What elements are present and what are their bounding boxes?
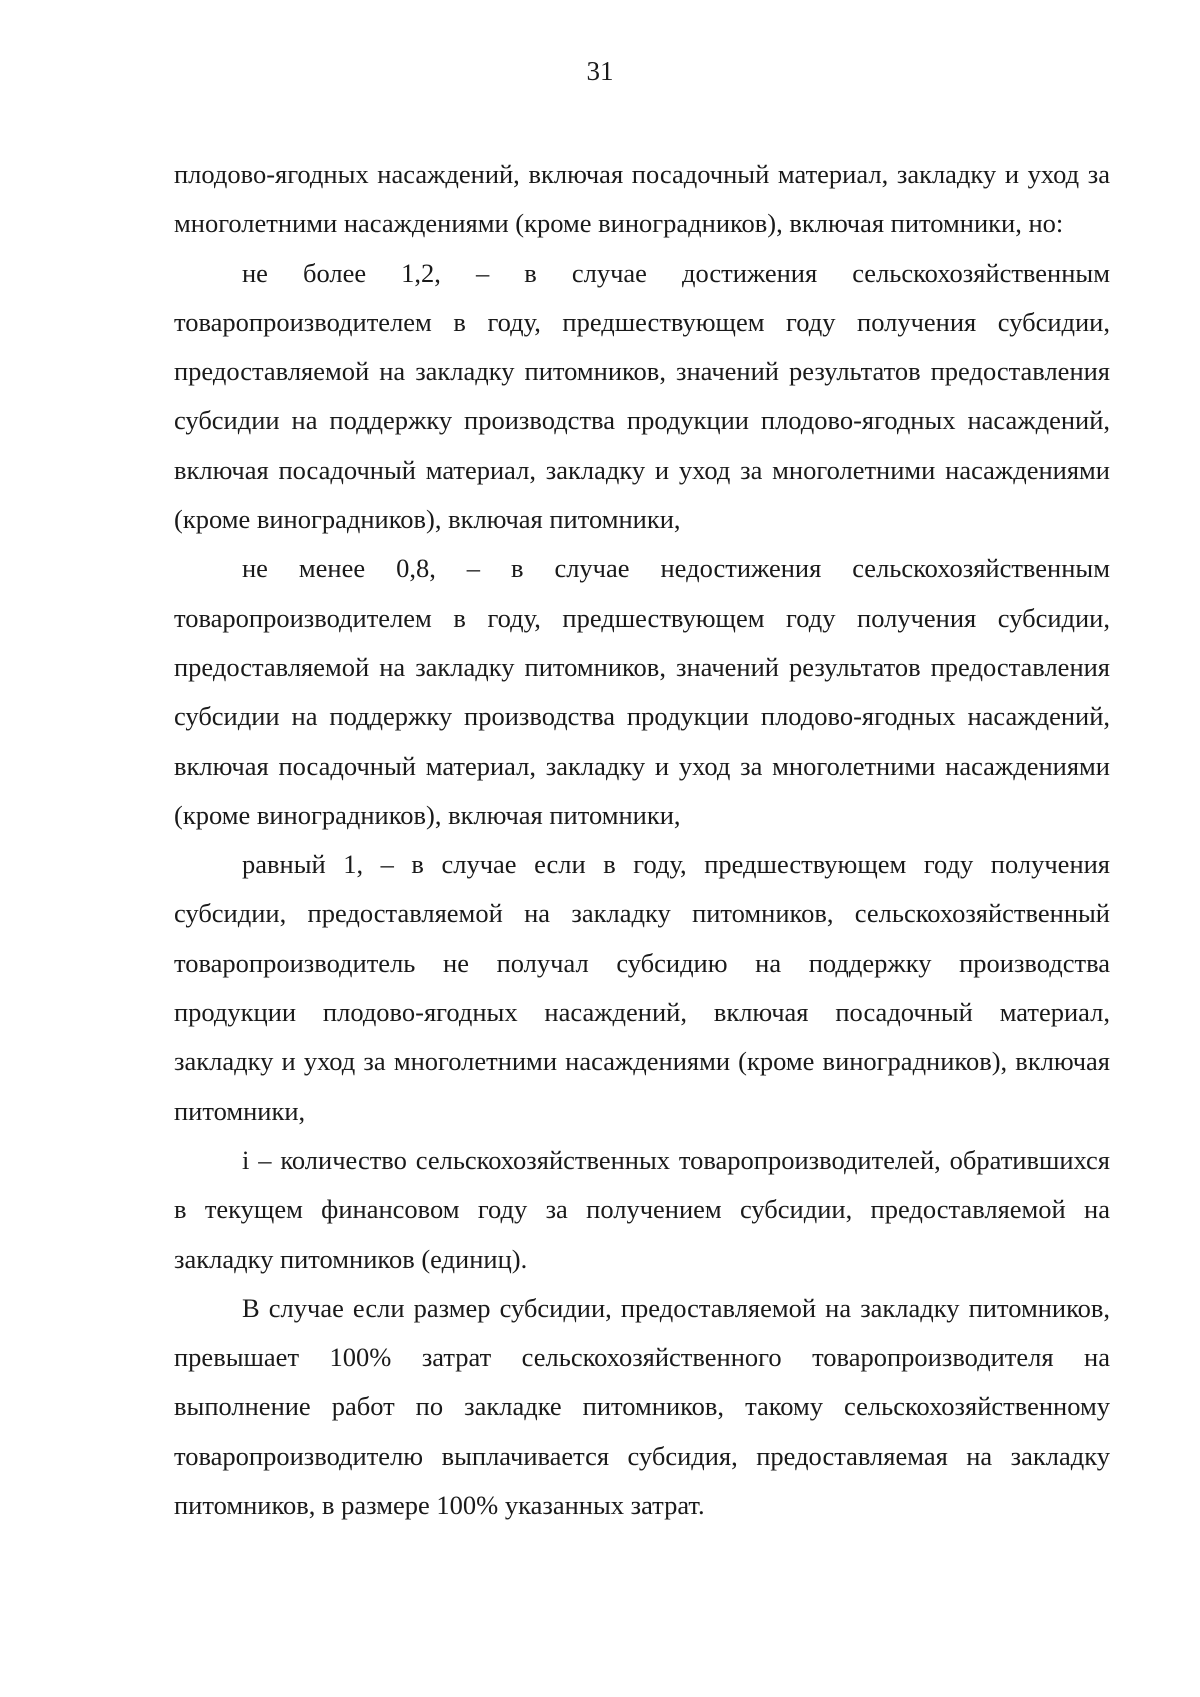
- paragraph-equal-coefficient: равный 1, – в случае если в году, предшествующем году получения субсидии, предоставляемой на закладку питомников, сельскохозяйственный товаропроизводитель не получал субсидию на поддержку производства продукции плодово-ягодных насаждений, включая посадочный материал, закладку и уход за многолетними насаждениями (кроме виноградников), включая питомники,: [174, 849, 1110, 1126]
- paragraph-i-definition: i – количество сельскохозяйственных товаропроизводителей, обратившихся в текущем финансовом году за получением субсидии, предоставляемой на закладку питомников (единиц).: [174, 1144, 1110, 1274]
- paragraph-continuation: плодово-ягодных насаждений, включая посадочный материал, закладку и уход за многолетними насаждениями (кроме виноградников), включая питомники, но:: [174, 159, 1110, 239]
- paragraph-max-coefficient: не более 1,2, – в случае достижения сельскохозяйственным товаропроизводителем в году, предшествующем году получения субсидии, предоставляемой на закладку питомников, значений результатов предоставления субсидии на поддержку производства продукции плодово-ягодных насаждений, включая посадочный материал, закладку и уход за многолетними насаждениями (кроме виноградников), включая питомники,: [174, 257, 1110, 535]
- paragraph-subsidy-cap: В случае если размер субсидии, предоставляемой на закладку питомников, превышает 100% затрат сельскохозяйственного товаропроизводителя на выполнение работ по закладке питомников, такому сельскохозяйственному товаропроизводителю выплачивается субсидия, предоставляемая на закладку питомников, в размере 100% указанных затрат.: [174, 1292, 1110, 1521]
- paragraph-min-coefficient: не менее 0,8, – в случае недостижения сельскохозяйственным товаропроизводителем в году, предшествующем году получения субсидии, предоставляемой на закладку питомников, значений результатов предоставления субсидии на поддержку производства продукции плодово-ягодных насаждений, включая посадочный материал, закладку и уход за многолетними насаждениями (кроме виноградников), включая питомники,: [174, 553, 1110, 830]
- page-number: 31: [586, 56, 614, 86]
- document-body: [174, 150, 1110, 1530]
